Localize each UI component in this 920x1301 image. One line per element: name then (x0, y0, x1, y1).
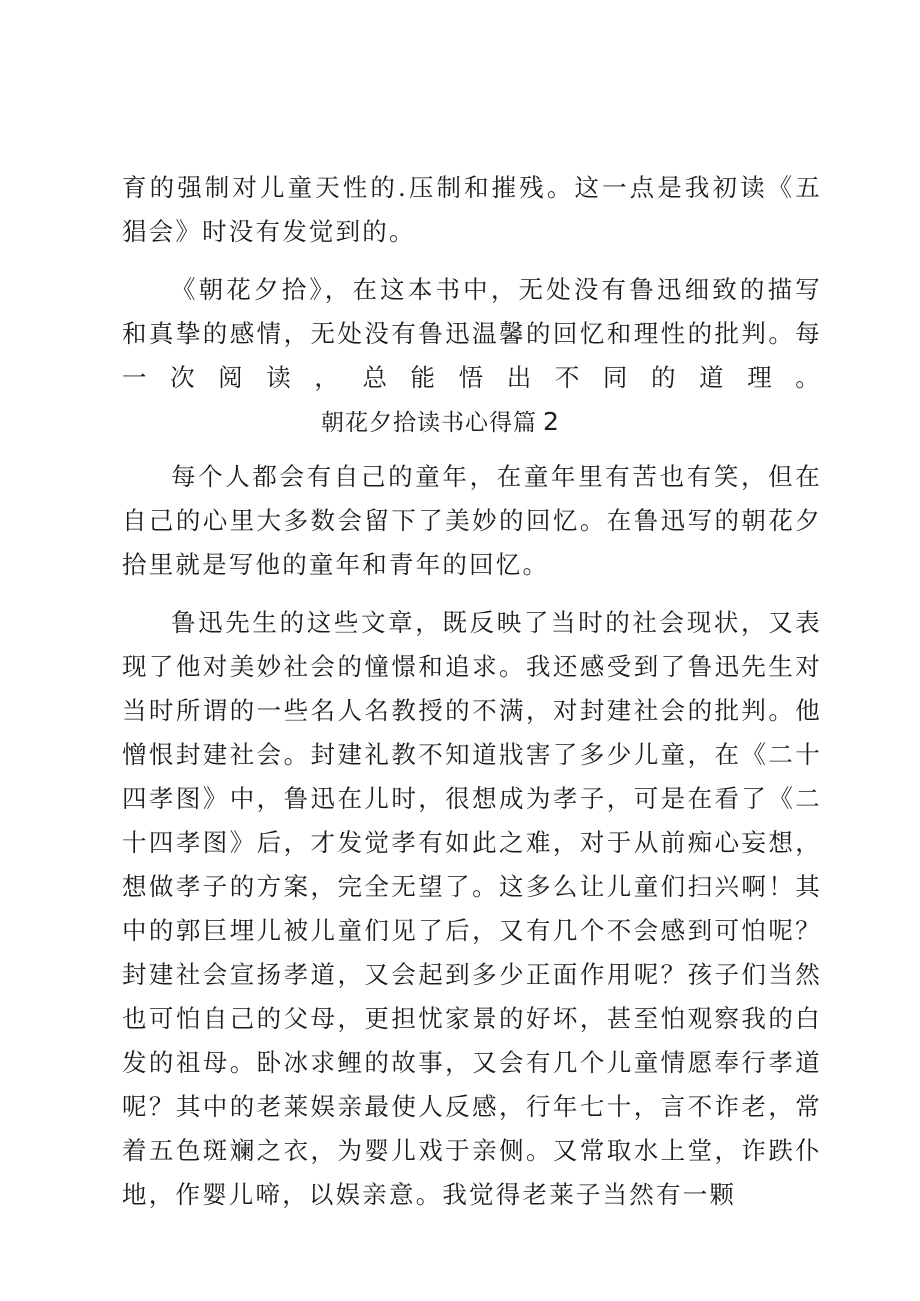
paragraph-summary-text: 《朝花夕拾》，在这本书中，无处没有鲁迅细致的描写和真挚的感情，无处没有鲁迅温馨的回忆和理性的批判。每一次阅读，总能悟出不同的道理。 (122, 275, 822, 392)
paragraph-summary (122, 268, 822, 445)
document-body (122, 166, 822, 1217)
section-heading-text: 朝花夕拾读书心得篇 (321, 410, 537, 436)
section-heading (272, 400, 560, 445)
paragraph-analysis: 鲁迅先生的这些文章，既反映了当时的社会现状，又表现了他对美妙社会的憧憬和追求。我还感受到了鲁迅先生对当时所谓的一些名人名教授的不满，对封建社会的批判。他憎恨封建社会。封建礼教不知道戕害了多少儿童，在《二十四孝图》中，鲁迅在儿时，很想成为孝子，可是在看了《二十四孝图》后，才发觉孝有如此之难，对于从前痴心妄想，想做孝子的方案，完全无望了。这多么让儿童们扫兴啊！其中的郭巨埋儿被儿童们见了后，又有几个不会感到可怕呢？封建社会宣扬孝道，又会起到多少正面作用呢？孩子们当然也可怕自己的父母，更担忧家景的好坏，甚至怕观察我的白发的祖母。卧冰求鲤的故事，又会有几个儿童情愿奉行孝道呢？其中的老莱娱亲最使人反感，行年七十，言不诈老，常着五色斑斓之衣，为婴儿戏于亲侧。又常取水上堂，诈跌仆地，作婴儿啼，以娱亲意。我觉得老莱子当然有一颗 (122, 608, 822, 1209)
paragraph-continuation: 育的强制对儿童天性的.压制和摧残。这一点是我初读《五猖会》时没有发觉到的。 (122, 173, 822, 246)
paragraph-childhood: 每个人都会有自己的童年，在童年里有苦也有笑，但在自己的心里大多数会留下了美妙的回忆。在鲁迅写的朝花夕拾里就是写他的童年和青年的回忆。 (122, 462, 822, 579)
section-heading-number: 2 (543, 407, 560, 436)
